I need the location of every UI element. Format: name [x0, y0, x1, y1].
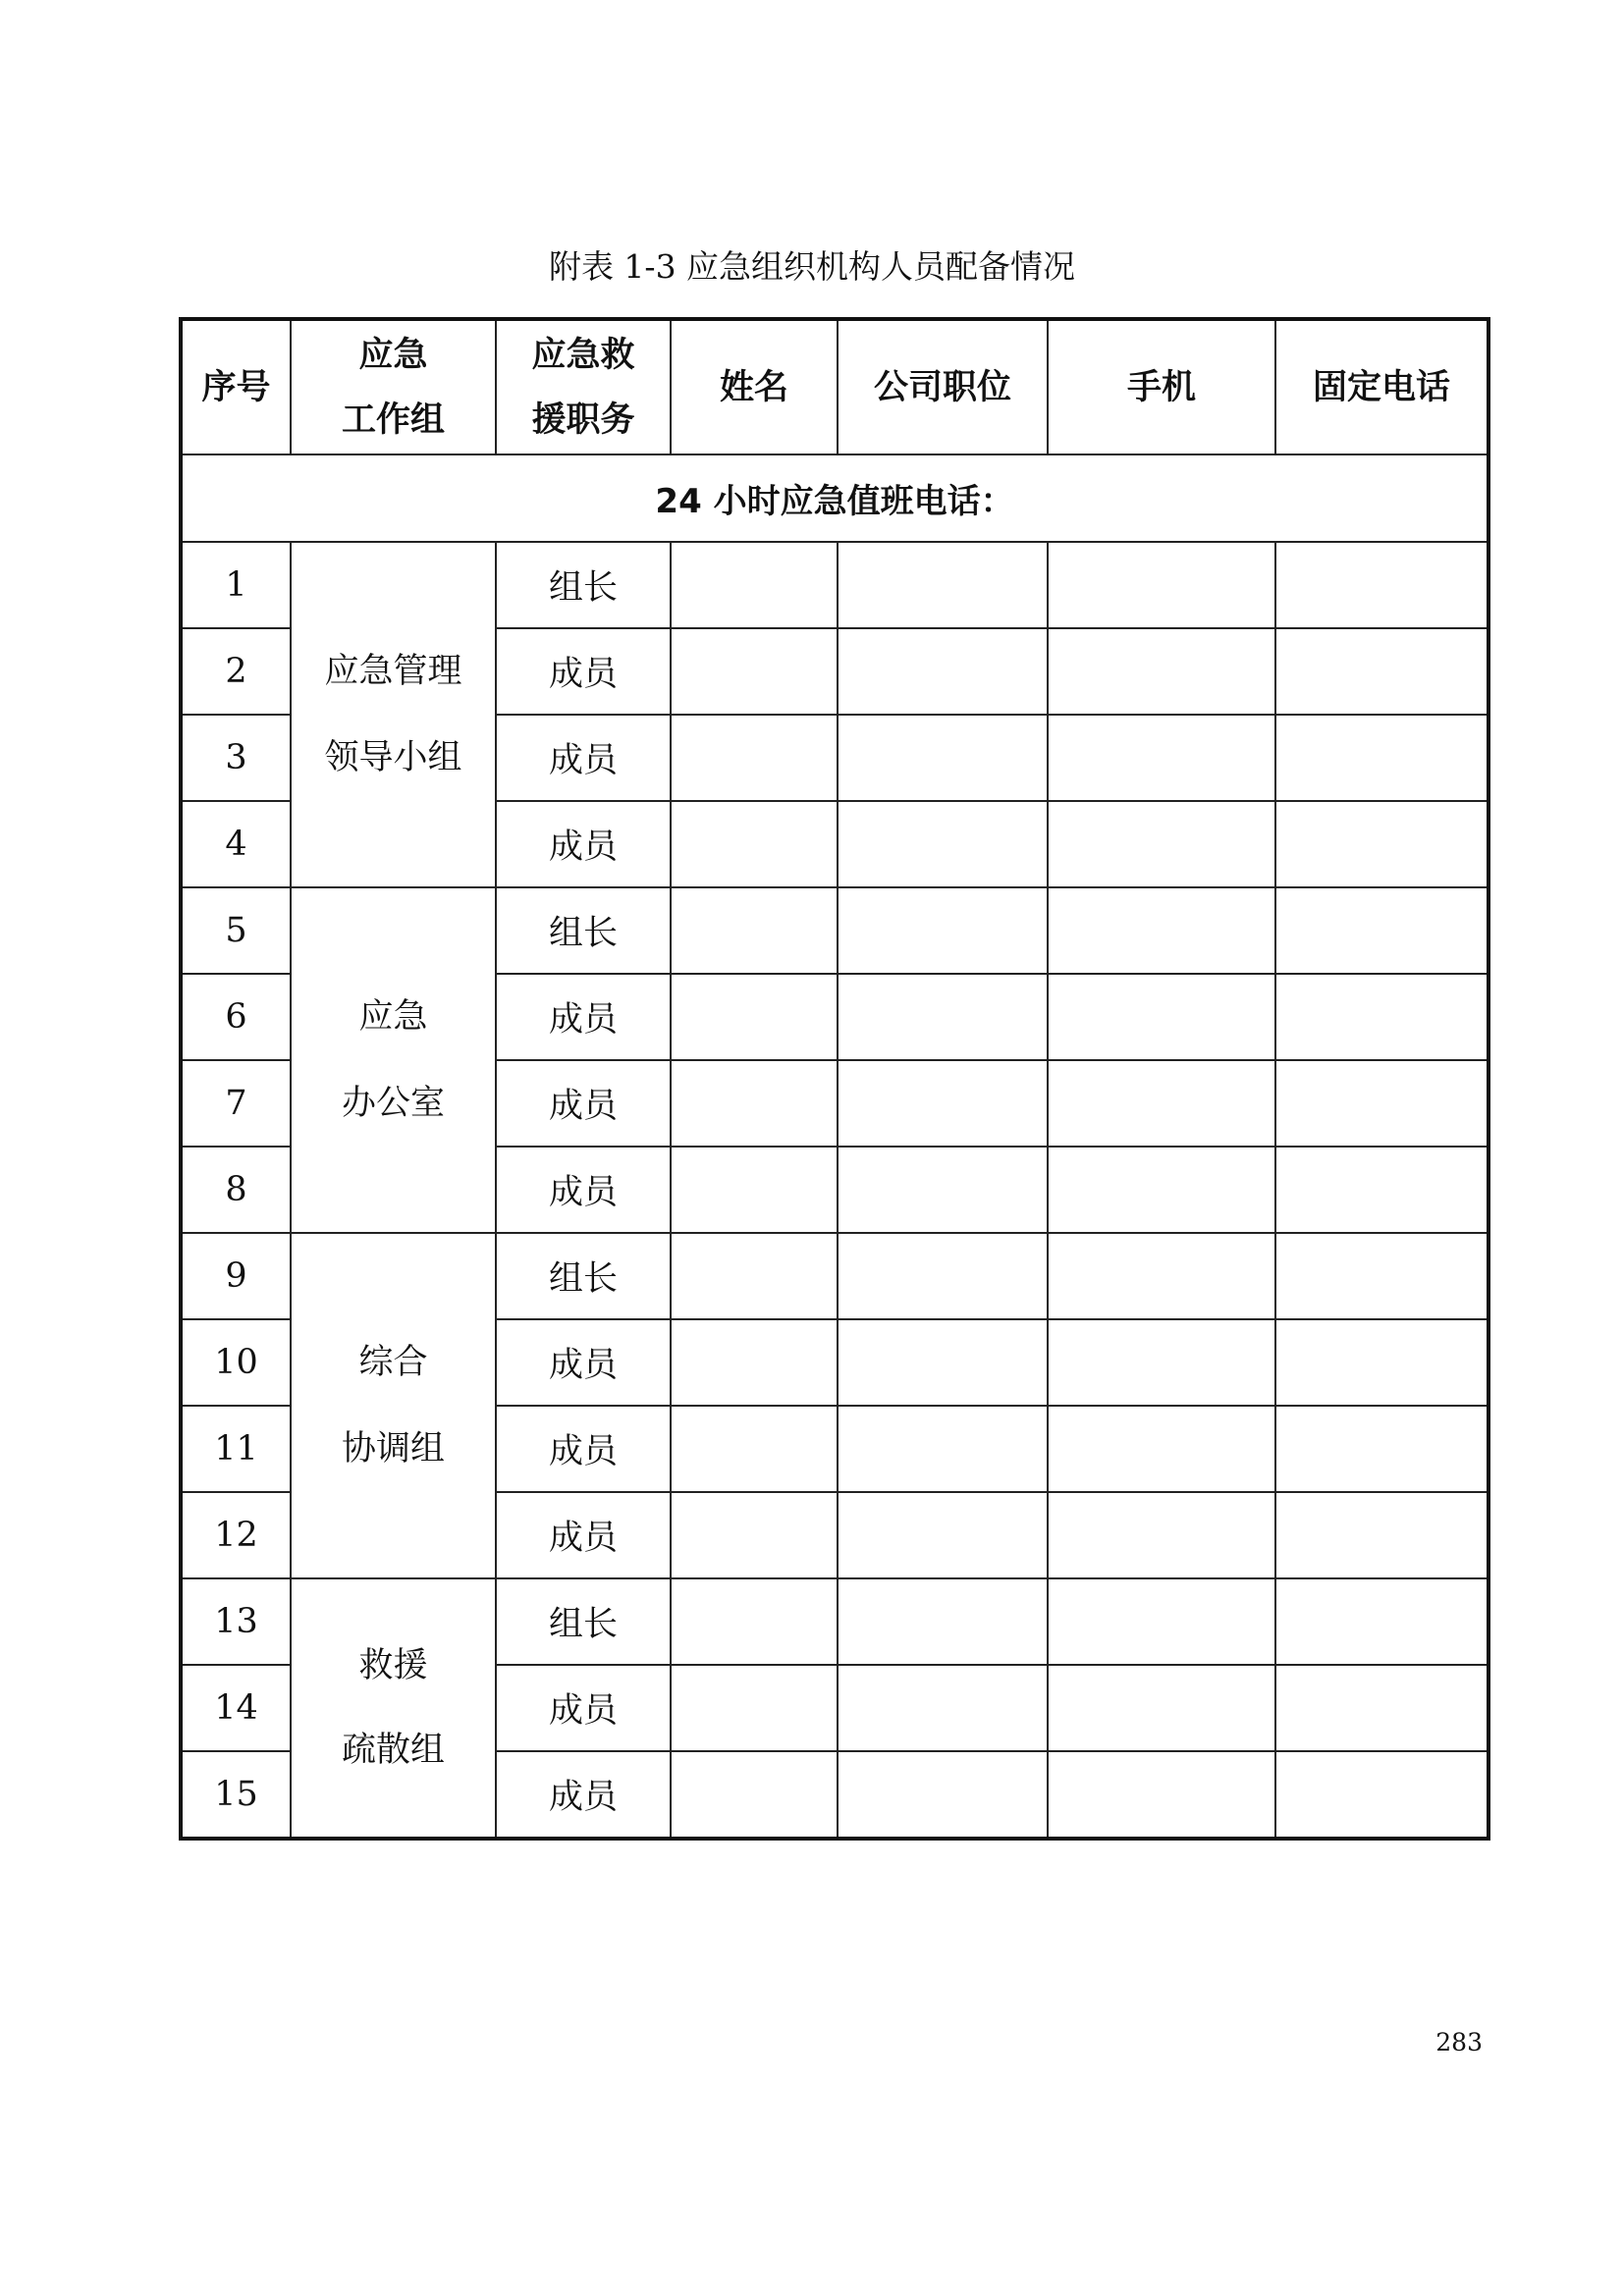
- serial-number-cell: 4: [181, 801, 291, 887]
- mobile-cell: [1048, 1060, 1275, 1147]
- table-row: [181, 1578, 1489, 1665]
- company-position-cell: [838, 715, 1048, 801]
- company-position-cell: [838, 1233, 1048, 1319]
- landline-cell: [1275, 628, 1489, 715]
- header-rescue-role: [496, 319, 671, 454]
- mobile-cell: [1048, 801, 1275, 887]
- mobile-cell: [1048, 1751, 1275, 1839]
- name-cell: [671, 1665, 838, 1751]
- work-group-cell: [291, 1233, 496, 1578]
- rescue-role-cell: 组长: [496, 1233, 671, 1319]
- mobile-cell: [1048, 974, 1275, 1060]
- serial-number-cell: 8: [181, 1147, 291, 1233]
- rescue-role-cell: 成员: [496, 715, 671, 801]
- rescue-role-cell: 组长: [496, 887, 671, 974]
- header-work-group-line1: 应急: [358, 335, 428, 375]
- landline-cell: [1275, 1492, 1489, 1578]
- landline-cell: [1275, 1578, 1489, 1665]
- work-group-cell: [291, 887, 496, 1233]
- rescue-role-cell: 成员: [496, 1319, 671, 1406]
- mobile-cell: [1048, 715, 1275, 801]
- company-position-cell: [838, 1492, 1048, 1578]
- landline-cell: [1275, 715, 1489, 801]
- name-cell: [671, 1233, 838, 1319]
- mobile-cell: [1048, 1233, 1275, 1319]
- serial-number-cell: 15: [181, 1751, 291, 1839]
- landline-cell: [1275, 1147, 1489, 1233]
- serial-number-cell: 11: [181, 1406, 291, 1492]
- name-cell: [671, 628, 838, 715]
- rescue-role-cell: 成员: [496, 1751, 671, 1839]
- rescue-role-cell: 成员: [496, 628, 671, 715]
- company-position-cell: [838, 542, 1048, 628]
- header-row: [181, 319, 1489, 454]
- name-cell: [671, 1578, 838, 1665]
- name-cell: [671, 1060, 838, 1147]
- header-rescue-role-line1: 应急救: [531, 335, 635, 375]
- mobile-cell: [1048, 1492, 1275, 1578]
- table-row: [181, 887, 1489, 974]
- header-company-position: 公司职位: [838, 319, 1048, 454]
- name-cell: [671, 1406, 838, 1492]
- mobile-cell: [1048, 1147, 1275, 1233]
- landline-cell: [1275, 1665, 1489, 1751]
- name-cell: [671, 801, 838, 887]
- company-position-cell: [838, 887, 1048, 974]
- work-group-line2: 办公室: [341, 1084, 445, 1123]
- rescue-role-cell: 成员: [496, 1492, 671, 1578]
- work-group-line2: 领导小组: [324, 738, 462, 777]
- serial-number-cell: 13: [181, 1578, 291, 1665]
- name-cell: [671, 1147, 838, 1233]
- rescue-role-cell: 组长: [496, 1578, 671, 1665]
- name-cell: [671, 1751, 838, 1839]
- rescue-role-cell: 成员: [496, 974, 671, 1060]
- page-number: 283: [1435, 2028, 1483, 2056]
- mobile-cell: [1048, 1665, 1275, 1751]
- serial-number-cell: 6: [181, 974, 291, 1060]
- work-group-line1: 救援: [358, 1646, 428, 1685]
- header-serial-number: 序号: [181, 319, 291, 454]
- rescue-role-cell: 成员: [496, 1147, 671, 1233]
- work-group-line1: 综合: [358, 1343, 428, 1382]
- header-work-group: [291, 319, 496, 454]
- rescue-role-cell: 成员: [496, 1665, 671, 1751]
- duty-phone-row: [181, 454, 1489, 542]
- rescue-role-cell: 成员: [496, 1406, 671, 1492]
- company-position-cell: [838, 1665, 1048, 1751]
- landline-cell: [1275, 887, 1489, 974]
- work-group-line1: 应急: [358, 997, 428, 1037]
- landline-cell: [1275, 542, 1489, 628]
- name-cell: [671, 1319, 838, 1406]
- company-position-cell: [838, 1751, 1048, 1839]
- name-cell: [671, 715, 838, 801]
- serial-number-cell: 2: [181, 628, 291, 715]
- work-group-cell: [291, 542, 496, 887]
- header-work-group-line2: 工作组: [341, 400, 445, 440]
- company-position-cell: [838, 1319, 1048, 1406]
- staffing-table: [179, 317, 1490, 1841]
- mobile-cell: [1048, 887, 1275, 974]
- serial-number-cell: 14: [181, 1665, 291, 1751]
- serial-number-cell: 1: [181, 542, 291, 628]
- work-group-line1: 应急管理: [324, 652, 462, 691]
- name-cell: [671, 887, 838, 974]
- landline-cell: [1275, 1060, 1489, 1147]
- mobile-cell: [1048, 542, 1275, 628]
- company-position-cell: [838, 1578, 1048, 1665]
- company-position-cell: [838, 801, 1048, 887]
- serial-number-cell: 9: [181, 1233, 291, 1319]
- table-row: [181, 1233, 1489, 1319]
- mobile-cell: [1048, 1406, 1275, 1492]
- work-group-line2: 协调组: [341, 1429, 445, 1468]
- name-cell: [671, 1492, 838, 1578]
- header-name: 姓名: [671, 319, 838, 454]
- header-mobile: 手机: [1048, 319, 1275, 454]
- landline-cell: [1275, 1406, 1489, 1492]
- work-group-cell: [291, 1578, 496, 1839]
- mobile-cell: [1048, 1319, 1275, 1406]
- mobile-cell: [1048, 628, 1275, 715]
- rescue-role-cell: 组长: [496, 542, 671, 628]
- duty-phone-label: 24 小时应急值班电话：: [181, 454, 1489, 542]
- company-position-cell: [838, 628, 1048, 715]
- landline-cell: [1275, 801, 1489, 887]
- landline-cell: [1275, 1233, 1489, 1319]
- rescue-role-cell: 成员: [496, 1060, 671, 1147]
- table-caption: 附表 1-3 应急组织机构人员配备情况: [548, 247, 1076, 286]
- header-landline: 固定电话: [1275, 319, 1489, 454]
- rescue-role-cell: 成员: [496, 801, 671, 887]
- company-position-cell: [838, 1406, 1048, 1492]
- landline-cell: [1275, 1751, 1489, 1839]
- work-group-line2: 疏散组: [341, 1731, 445, 1770]
- serial-number-cell: 12: [181, 1492, 291, 1578]
- company-position-cell: [838, 1060, 1048, 1147]
- company-position-cell: [838, 1147, 1048, 1233]
- serial-number-cell: 10: [181, 1319, 291, 1406]
- name-cell: [671, 974, 838, 1060]
- mobile-cell: [1048, 1578, 1275, 1665]
- table-row: [181, 542, 1489, 628]
- serial-number-cell: 5: [181, 887, 291, 974]
- header-rescue-role-line2: 援职务: [531, 400, 635, 440]
- landline-cell: [1275, 974, 1489, 1060]
- landline-cell: [1275, 1319, 1489, 1406]
- company-position-cell: [838, 974, 1048, 1060]
- name-cell: [671, 542, 838, 628]
- serial-number-cell: 3: [181, 715, 291, 801]
- serial-number-cell: 7: [181, 1060, 291, 1147]
